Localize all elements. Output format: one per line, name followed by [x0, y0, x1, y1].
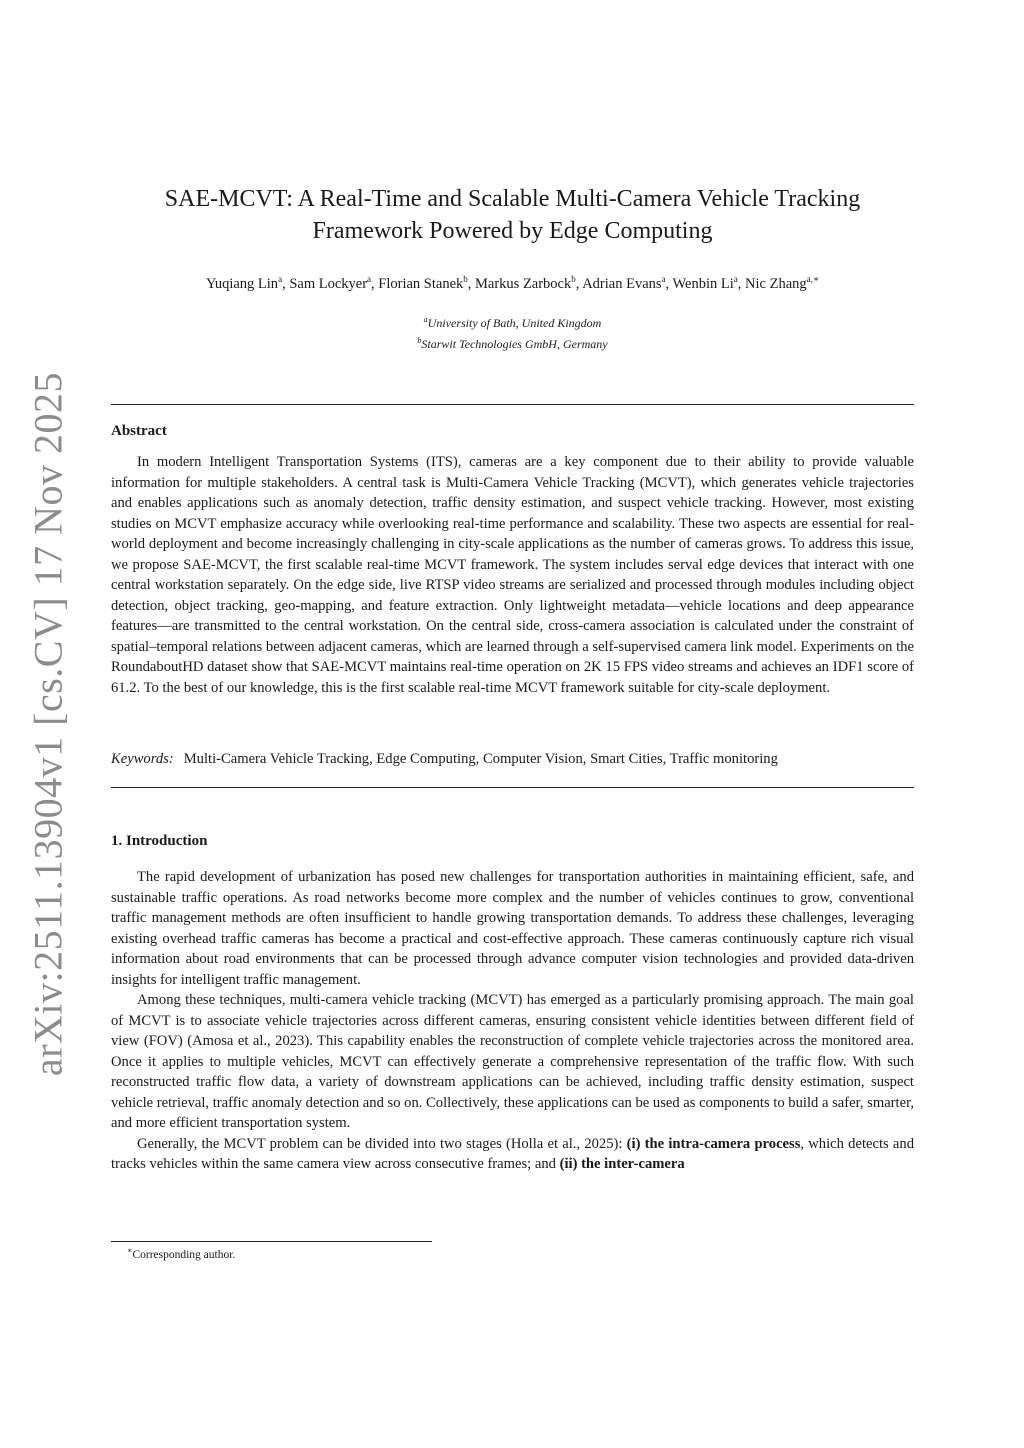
footnote — [127, 1246, 235, 1261]
paper-title-line-2: Framework Powered by Edge Computing — [312, 218, 713, 244]
introduction-body — [111, 867, 914, 1175]
affiliation: $^b$Starwit Technologies GmbH, Germany — [417, 336, 608, 351]
paper-title-line-1: SAE-MCVT: A Real-Time and Scalable Multi-Camera Vehicle Tracking — [164, 186, 861, 212]
footnote-mark: ∗ — [127, 1246, 133, 1255]
author: Florian Stanek$^b$ — [378, 274, 468, 292]
author-list: Yuqiang Lin$^a$, Sam Lockyer$^a$, Florian Stanek$^b$, Markus Zarbock$^b$, Adrian Evans$^a$, Wenbin Li$^a$, Nic Zhang$^{a,∗}$ — [205, 274, 820, 292]
intro-paragraph-3: Generally, the MCVT problem can be divided into two stages (Holla et al., 2025): (i) the intra-camera process, which detects and tracks vehicles within the same camera view across consecutive frames; and (ii) the inter-camera — [111, 1135, 914, 1172]
inter-camera-term: (ii) the inter-camera — [559, 1156, 685, 1172]
arxiv-identifier-stamp: arXiv:2511.13904v1 [cs.CV] 17 Nov 2025 — [25, 371, 71, 1077]
intra-camera-term: (i) the intra-camera process — [626, 1135, 801, 1152]
author: Wenbin Li$^a$ — [672, 274, 738, 292]
author: Adrian Evans$^a$ — [582, 274, 666, 292]
abstract-bottom-rule — [111, 787, 914, 788]
keywords-line — [111, 751, 914, 768]
intro-paragraph-1: The rapid development of urbanization has posed new challenges for transportation authorities in maintaining efficient, safe, and sustainable traffic operations. As road networks become more complex and the number of vehicles continues to grow, conventional traffic management methods are often insufficient to handle growing transportation demands. To address these challenges, leveraging existing overhead traffic cameras has become a practical and cost-effective approach. These cameras continuously capture rich visual information about road environments that can be processed through advance computer vision technologies and provided data-driven insights for intelligent traffic management. — [111, 869, 914, 988]
author: Markus Zarbock$^b$ — [475, 274, 576, 292]
section-heading-introduction: 1. Introduction — [111, 833, 208, 849]
affiliation-list — [111, 311, 914, 353]
keywords-text: Multi-Camera Vehicle Tracking, Edge Computing, Computer Vision, Smart Cities, Traffic monitoring — [183, 751, 778, 767]
intro-paragraph-2: Among these techniques, multi-camera vehicle tracking (MCVT) has emerged as a particularly promising approach. The main goal of MCVT is to associate vehicle trajectories across different cameras, ensuring consistent vehicle identities between different field of view (FOV) (Amosa et al., 2023). This capability enables the reconstruction of complete vehicle trajectories across the monitored area. Once it applies to multiple vehicles, MCVT can effectively generate a comprehensive representation of the traffic flow. With such reconstructed traffic flow data, a variety of downstream applications can be achieved, including traffic density estimation, suspect vehicle retrieval, traffic anomaly detection and so on. Collectively, these applications can be used as components to build a safer, smarter, and more efficient transportation system. — [111, 992, 914, 1131]
footnote-text: Corresponding author. — [132, 1248, 236, 1261]
affiliation: $^a$University of Bath, United Kingdom — [423, 315, 602, 330]
paper-title — [111, 183, 914, 247]
author: Sam Lockyer$^a$ — [289, 274, 372, 292]
author: Nic Zhang$^{a,∗}$ — [745, 274, 820, 292]
abstract-heading: Abstract — [111, 423, 167, 439]
abstract-text: In modern Intelligent Transportation Systems (ITS), cameras are a key component due to their ability to provide valuable information for multiple stakeholders. A central task is Multi-Camera Vehicle Tracking (MCVT), which generates vehicle trajectories and enables applications such as anomaly detection, traffic density estimation, and suspect vehicle tracking. However, most existing studies on MCVT emphasize accuracy while overlooking real-time performance and scalability. These two aspects are essential for real-world deployment and become increasingly challenging in city-scale applications as the number of cameras grows. To address this issue, we propose SAE-MCVT, the first scalable real-time MCVT framework. The system includes serval edge devices that interact with one central workstation separately. On the edge side, live RTSP video streams are serialized and processed through modules including object detection, object tracking, geo-mapping, and feature extraction. Only lightweight metadata—vehicle locations and deep appearance features—are transmitted to the central workstation. On the central side, cross-camera association is calculated under the constraint of spatial–temporal relations between adjacent cameras, which are learned through a self-supervised camera link model. Experiments on the RoundaboutHD dataset show that SAE-MCVT maintains real-time operation on 2K 15 FPS video streams and achieves an IDF1 score of 61.2. To the best of our knowledge, this is the first scalable real-time MCVT framework suitable for city-scale deployment. — [111, 454, 914, 696]
keywords-label: Keywords: — [111, 751, 174, 767]
author: Yuqiang Lin$^a$ — [205, 274, 283, 292]
abstract-top-rule — [111, 404, 914, 405]
footnote-rule — [111, 1241, 432, 1242]
abstract-block — [111, 452, 914, 698]
